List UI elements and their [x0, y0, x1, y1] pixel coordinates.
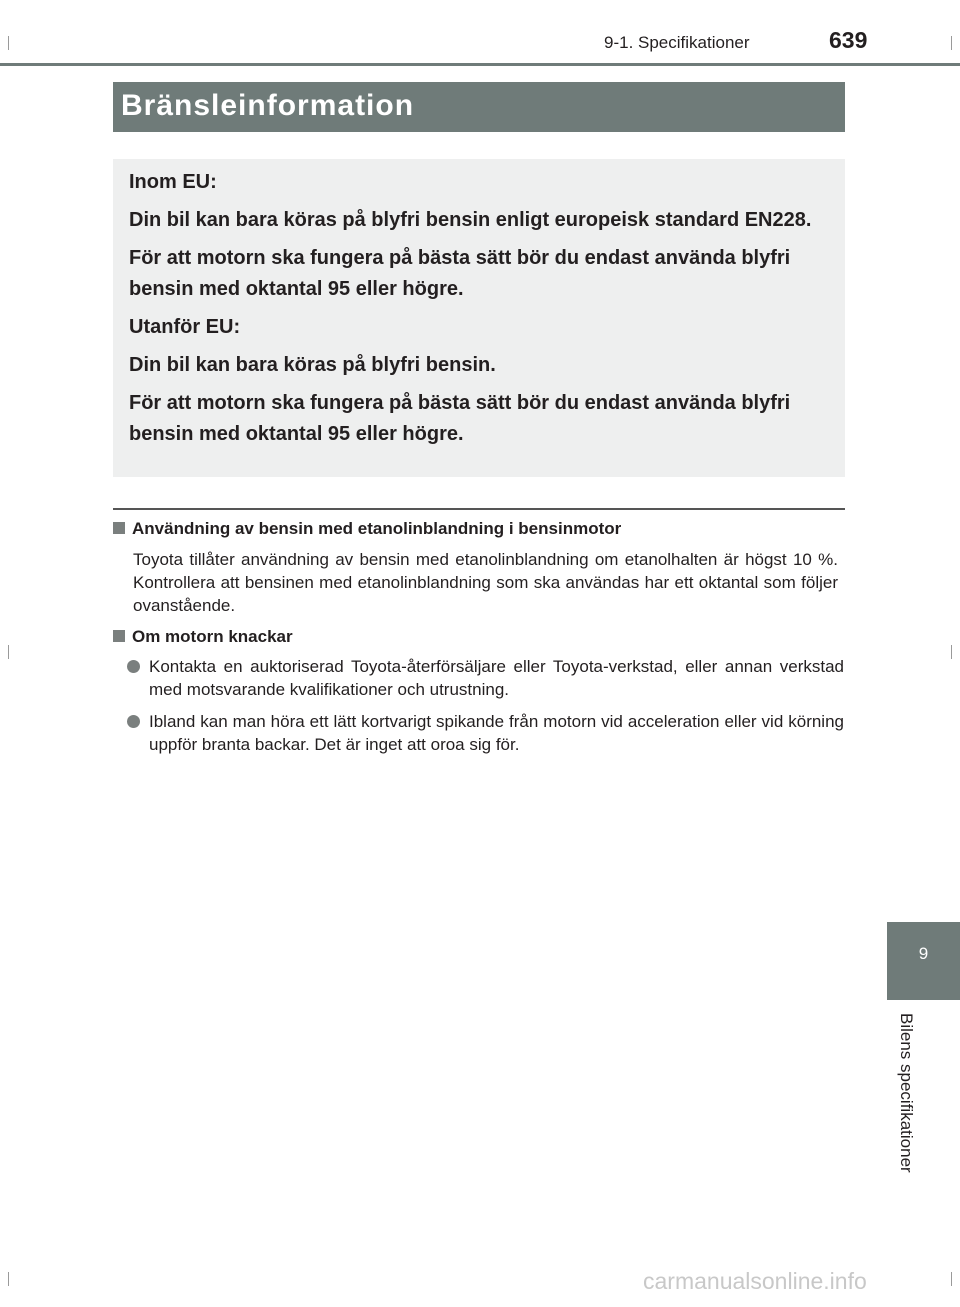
page-number: 639 — [829, 27, 868, 53]
crop-mark — [8, 36, 9, 50]
crop-mark — [8, 645, 9, 659]
chapter-label: Bilens specifikationer — [897, 1013, 916, 1173]
circle-bullet-icon — [127, 660, 140, 673]
section-header: 9-1. Specifikationer — [604, 33, 750, 52]
section-title-bar — [113, 82, 845, 132]
square-bullet-icon — [113, 630, 125, 642]
crop-mark — [951, 1272, 952, 1286]
info-eu-octane: För att motorn ska fungera på bästa sätt bör du endast använda blyfri bensin med oktantal 95 eller högre. — [129, 247, 791, 300]
info-non-eu-fuel: Din bil kan bara köras på blyfri bensin. — [129, 354, 496, 376]
chapter-number: 9 — [918, 944, 929, 963]
crop-mark — [8, 1272, 9, 1286]
info-non-eu-octane: För att motorn ska fungera på bästa sätt bör du endast använda blyfri bensin med oktantal 95 eller högre. — [129, 392, 791, 445]
note-heading-text: Om motorn knackar — [132, 627, 293, 646]
info-eu-heading: Inom EU: — [129, 171, 217, 193]
watermark: carmanualsonline.info — [643, 1268, 867, 1294]
bullet-item-contact-dealer — [127, 655, 844, 701]
crop-mark — [951, 645, 952, 659]
info-eu-standard: Din bil kan bara köras på blyfri bensin enligt europeisk standard EN228. — [129, 209, 812, 231]
bullet-item-knocking-sound — [127, 710, 844, 756]
note-heading-knocking — [113, 627, 293, 647]
circle-bullet-icon — [127, 715, 140, 728]
bullet-text: Ibland kan man höra ett lätt kortvarigt spikande från motorn vid acceleration eller vid körning uppför branta backar. Det är inget att oroa sig för. — [149, 712, 844, 754]
bullet-text: Kontakta en auktoriserad Toyota-återförsäljare eller Toyota-verkstad, eller annan verkstad med motsvarande kvalifikationer och utrustning. — [149, 657, 844, 699]
note-heading-ethanol — [113, 519, 621, 539]
square-bullet-icon — [113, 522, 125, 534]
section-separator — [113, 508, 845, 510]
section-title: Bränsleinformation — [121, 89, 415, 122]
fuel-info-box — [113, 159, 845, 477]
header-rule — [0, 63, 960, 66]
chapter-tab — [887, 922, 960, 1000]
note-body-ethanol: Toyota tillåter användning av bensin med etanolinblandning om etanolhalten är högst 10 %. Kontrollera att bensinen med etanolinblandning som ska användas har ett oktantal som följer ovanstående. — [133, 550, 838, 615]
crop-mark — [951, 36, 952, 50]
info-non-eu-heading: Utanför EU: — [129, 316, 241, 338]
note-heading-text: Användning av bensin med etanolinblandning i bensinmotor — [132, 519, 622, 538]
